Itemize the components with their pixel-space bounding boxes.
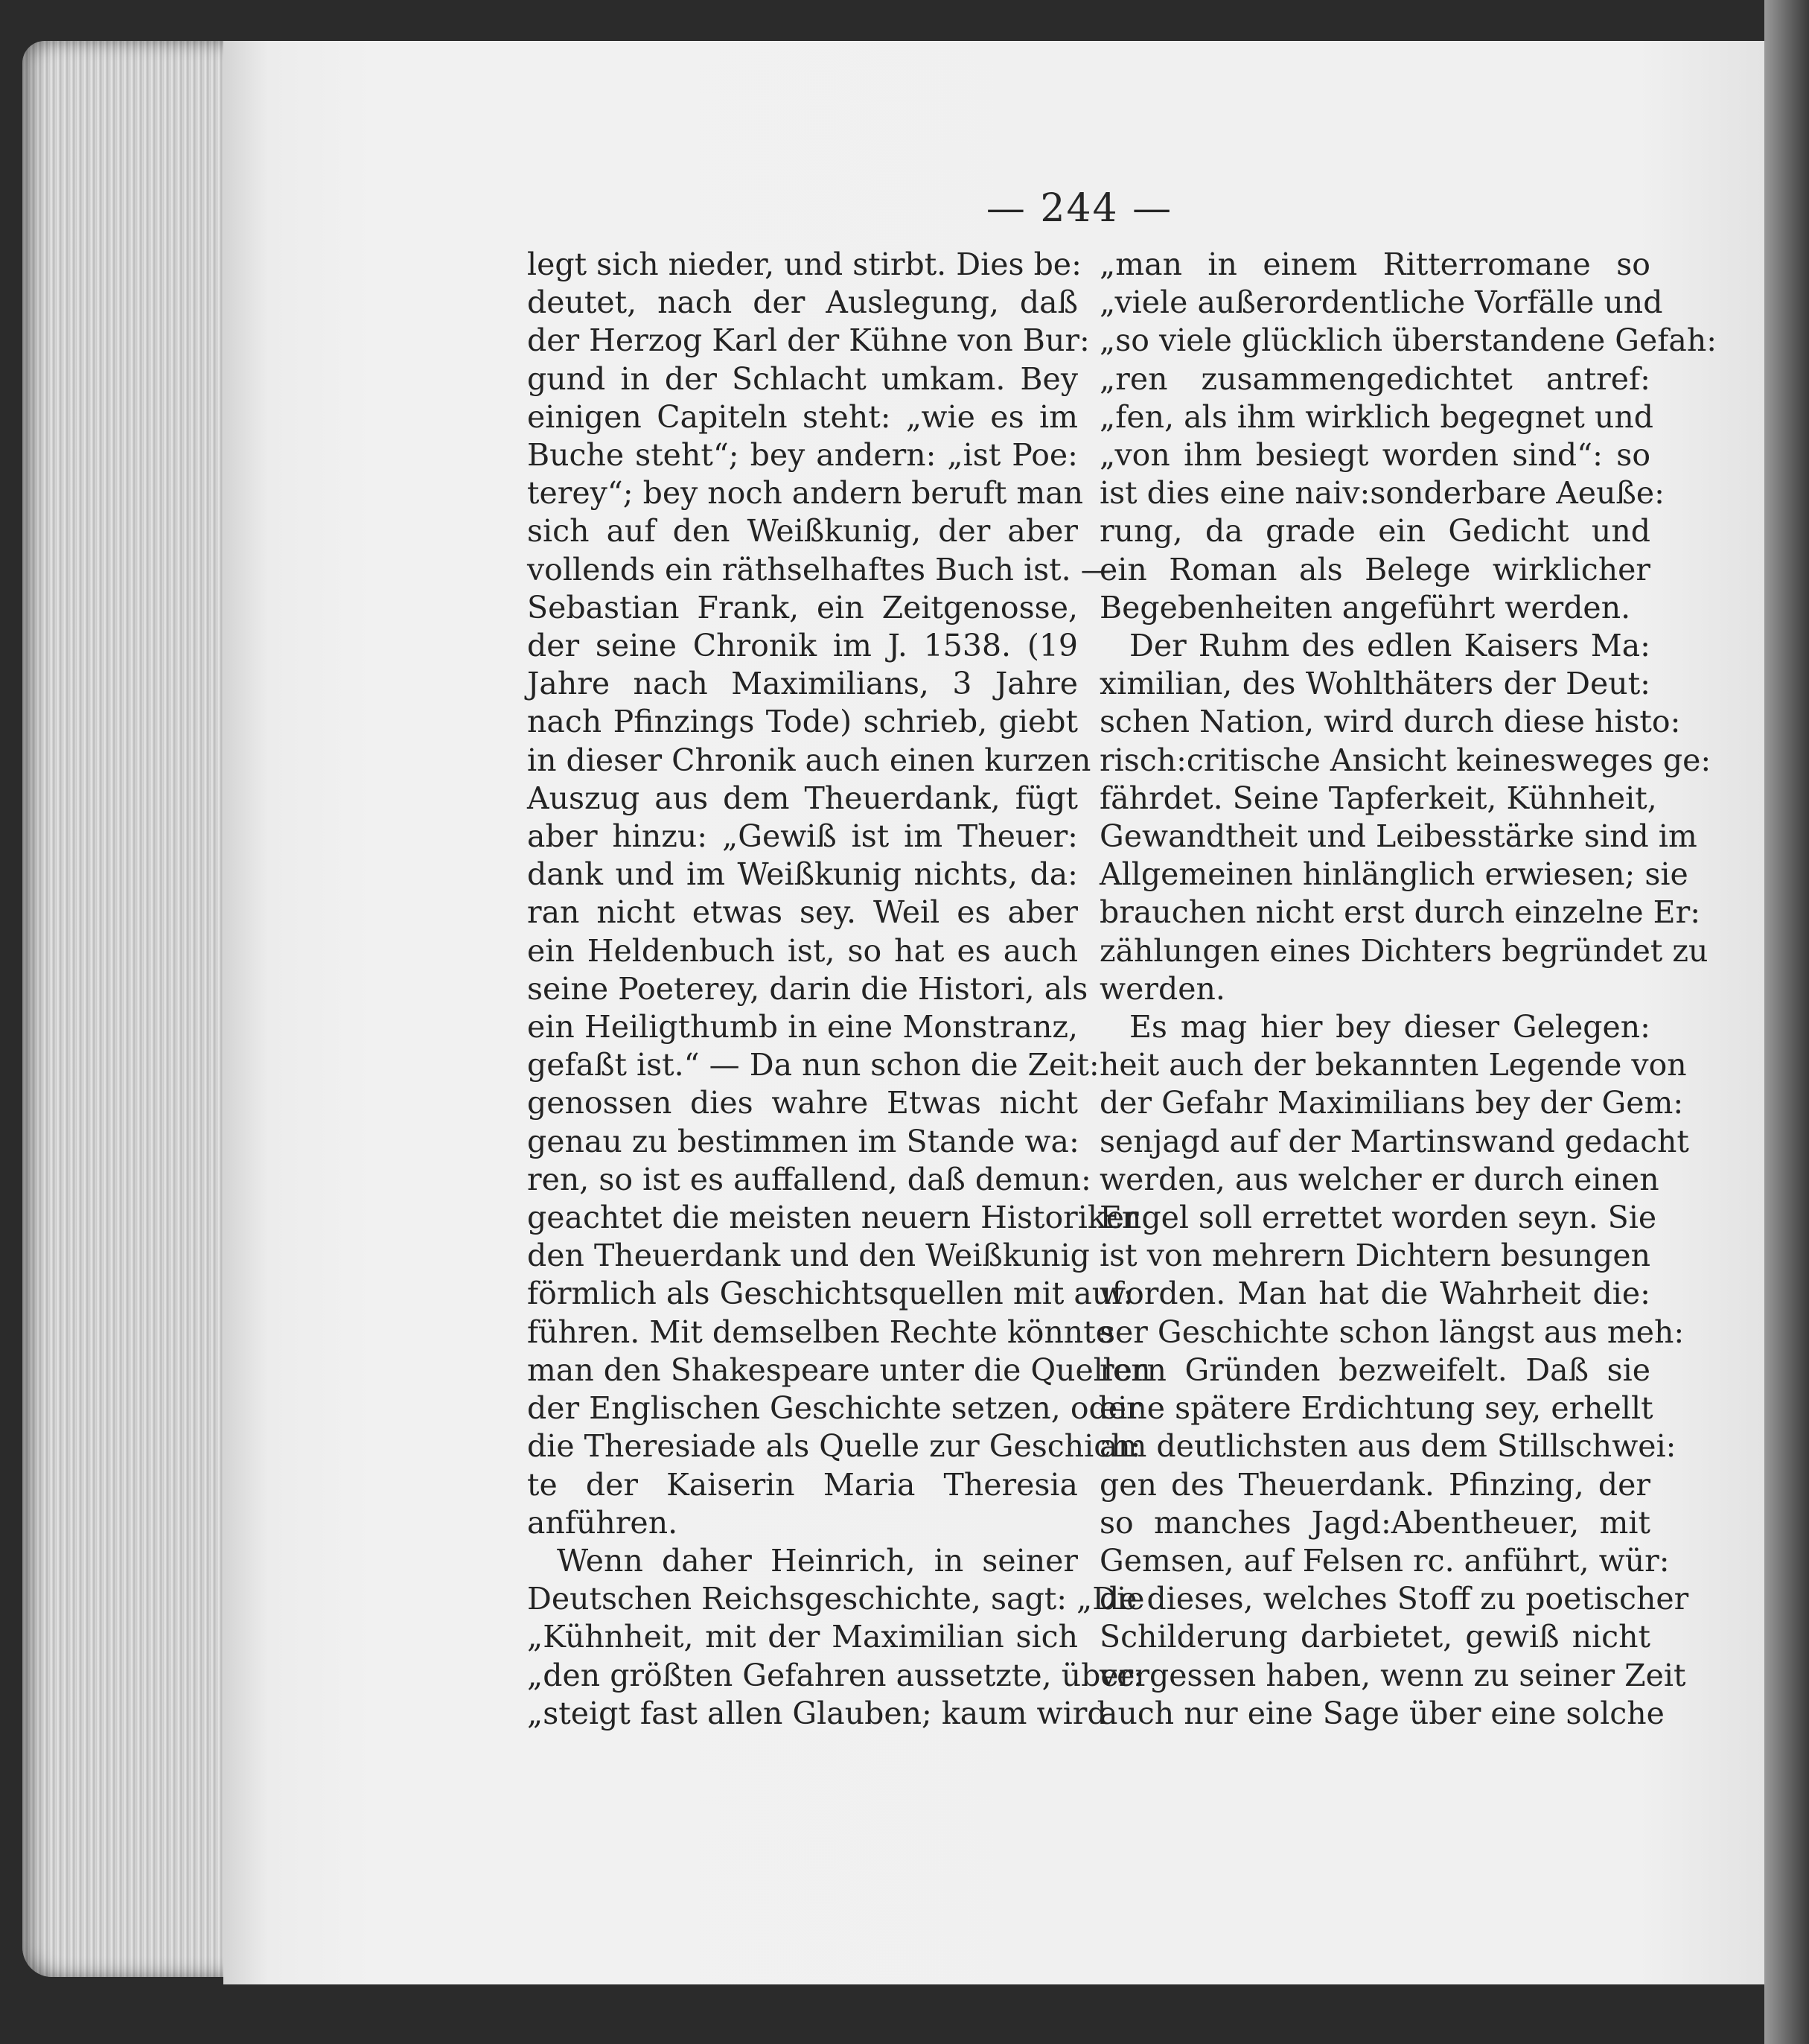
text-line: Gemsen, auf Felsen rc. anführt, wür:	[1100, 1542, 1670, 1579]
text-line: senjagd auf der Martinswand gedacht	[1100, 1123, 1689, 1159]
page-edges	[22, 41, 238, 1977]
text-line: deutet, nach der Auslegung, daß	[527, 284, 1078, 321]
text-line: den Theuerdank und den Weißkunig	[527, 1238, 1090, 1274]
text-line: „den größten Gefahren aussetzte, über:	[527, 1657, 1144, 1693]
text-line: „von ihm besiegt worden sind“: so	[1100, 437, 1650, 474]
text-line: man den Shakespeare unter die Quellen	[527, 1351, 1151, 1388]
text-line: eine spätere Erdichtung sey, erhellt	[1100, 1390, 1653, 1427]
text-line: Es mag hier bey dieser Gelegen:	[1129, 1009, 1650, 1045]
text-line: so manches Jagd:Abentheuer, mit	[1100, 1504, 1650, 1541]
text-line: Allgemeinen hinlänglich erwiesen; sie	[1100, 856, 1688, 893]
text-line: „steigt fast allen Glauben; kaum wird	[527, 1695, 1107, 1731]
text-line: geachtet die meisten neuern Historiker	[527, 1200, 1139, 1236]
text-line: te der Kaiserin Maria Theresia	[527, 1466, 1078, 1503]
text-line: förmlich als Geschichtsquellen mit auf:	[527, 1276, 1134, 1312]
text-line: aber hinzu: „Gewiß ist im Theuer:	[527, 818, 1078, 855]
left-text-column	[527, 246, 1151, 1733]
text-line: ein Heiligthumb in eine Monstranz,	[527, 1009, 1078, 1045]
text-line: der Englischen Geschichte setzen, oder	[527, 1390, 1141, 1427]
text-line: genau zu bestimmen im Stande wa:	[527, 1123, 1079, 1159]
text-line: Jahre nach Maximilians, 3 Jahre	[527, 666, 1078, 702]
text-line: „fen, als ihm wirklich begegnet und	[1100, 398, 1653, 435]
text-line: brauchen nicht erst durch einzelne Er:	[1100, 894, 1701, 931]
right-text-column	[1100, 246, 1717, 1733]
text-line: vergessen haben, wenn zu seiner Zeit	[1100, 1657, 1686, 1693]
text-line: seine Poeterey, darin die Histori, als	[527, 970, 1088, 1007]
text-line: schen Nation, wird durch diese histo:	[1100, 704, 1681, 740]
text-line: risch:critische Ansicht keinesweges ge:	[1100, 742, 1711, 778]
text-line: ren, so ist es auffallend, daß demun:	[527, 1161, 1091, 1197]
text-line: anführen.	[527, 1504, 678, 1541]
text-line: ser Geschichte schon längst aus meh:	[1100, 1314, 1685, 1350]
text-line: „viele außerordentliche Vorfälle und	[1100, 284, 1663, 321]
text-line: Schilderung darbietet, gewiß nicht	[1100, 1619, 1650, 1655]
text-line: der seine Chronik im J. 1538. (19	[527, 628, 1078, 664]
text-line: sich auf den Weißkunig, der aber	[527, 513, 1078, 550]
text-line: „so viele glücklich überstandene Gefah:	[1100, 322, 1717, 359]
text-line: „ren zusammengedichtet antref:	[1100, 360, 1650, 397]
text-line: Auszug aus dem Theuerdank, fügt	[527, 780, 1078, 816]
text-line: de dieses, welches Stoff zu poetischer	[1100, 1581, 1689, 1617]
text-line: „Kühnheit, mit der Maximilian sich	[527, 1619, 1078, 1655]
text-line: „man in einem Ritterromane so	[1100, 246, 1650, 282]
text-line: ist von mehrern Dichtern besungen	[1100, 1238, 1650, 1274]
text-line: ximilian, des Wohlthäters der Deut:	[1100, 666, 1650, 702]
text-line: ein Roman als Belege wirklicher	[1100, 551, 1650, 588]
text-line: legt sich nieder, und stirbt. Dies be:	[527, 246, 1082, 282]
text-line: vollends ein räthselhaftes Buch ist. —	[527, 551, 1111, 588]
text-line: rern Gründen bezweifelt. Daß sie	[1100, 1351, 1650, 1388]
text-line: ein Heldenbuch ist, so hat es auch	[527, 932, 1078, 969]
text-line: der Herzog Karl der Kühne von Bur:	[527, 322, 1090, 359]
text-line: am deutlichsten aus dem Stillschwei:	[1100, 1428, 1676, 1465]
text-line: führen. Mit demselben Rechte könnte	[527, 1314, 1114, 1350]
text-line: gund in der Schlacht umkam. Bey	[527, 360, 1078, 397]
text-line: terey“; bey noch andern beruft man	[527, 475, 1084, 512]
text-line: Deutschen Reichsgeschichte, sagt: „Die	[527, 1581, 1145, 1617]
text-line: Begebenheiten angeführt werden.	[1100, 589, 1631, 625]
text-line: werden, aus welcher er durch einen	[1100, 1161, 1659, 1197]
text-line: gen des Theuerdank. Pfinzing, der	[1100, 1466, 1650, 1503]
text-line: rung, da grade ein Gedicht und	[1100, 513, 1650, 550]
text-line: Buche steht“; bey andern: „ist Poe:	[527, 437, 1078, 474]
text-line: nach Pfinzings Tode) schrieb, giebt	[527, 704, 1078, 740]
text-line: zählungen eines Dichters begründet zu	[1100, 932, 1708, 969]
text-line: ist dies eine naiv:sonderbare Aeuße:	[1100, 475, 1665, 512]
text-line: in dieser Chronik auch einen kurzen	[527, 742, 1091, 778]
text-line: Gewandtheit und Leibesstärke sind im	[1100, 818, 1697, 855]
text-line: einigen Capiteln steht: „wie es im	[527, 398, 1078, 435]
text-line: der Gefahr Maximilians bey der Gem:	[1100, 1085, 1684, 1121]
page-number: — 244 —	[986, 186, 1173, 231]
text-line: worden. Man hat die Wahrheit die:	[1100, 1276, 1650, 1312]
text-line: genossen dies wahre Etwas nicht	[527, 1085, 1078, 1121]
gutter-shadow	[1764, 0, 1809, 2044]
text-line: Engel soll errettet worden seyn. Sie	[1100, 1200, 1657, 1236]
text-line: Sebastian Frank, ein Zeitgenosse,	[527, 589, 1078, 625]
text-line: auch nur eine Sage über eine solche	[1100, 1695, 1665, 1731]
text-line: Der Ruhm des edlen Kaisers Ma:	[1129, 628, 1650, 664]
text-line: Wenn daher Heinrich, in seiner	[557, 1542, 1078, 1579]
text-line: dank und im Weißkunig nichts, da:	[527, 856, 1078, 893]
text-line: ran nicht etwas sey. Weil es aber	[527, 894, 1078, 931]
text-line: heit auch der bekannten Legende von	[1100, 1047, 1687, 1083]
text-line: gefaßt ist.“ — Da nun schon die Zeit:	[527, 1047, 1100, 1083]
text-line: die Theresiade als Quelle zur Geschich:	[527, 1428, 1141, 1465]
text-line: werden.	[1100, 970, 1225, 1007]
text-line: fährdet. Seine Tapferkeit, Kühnheit,	[1100, 780, 1657, 816]
